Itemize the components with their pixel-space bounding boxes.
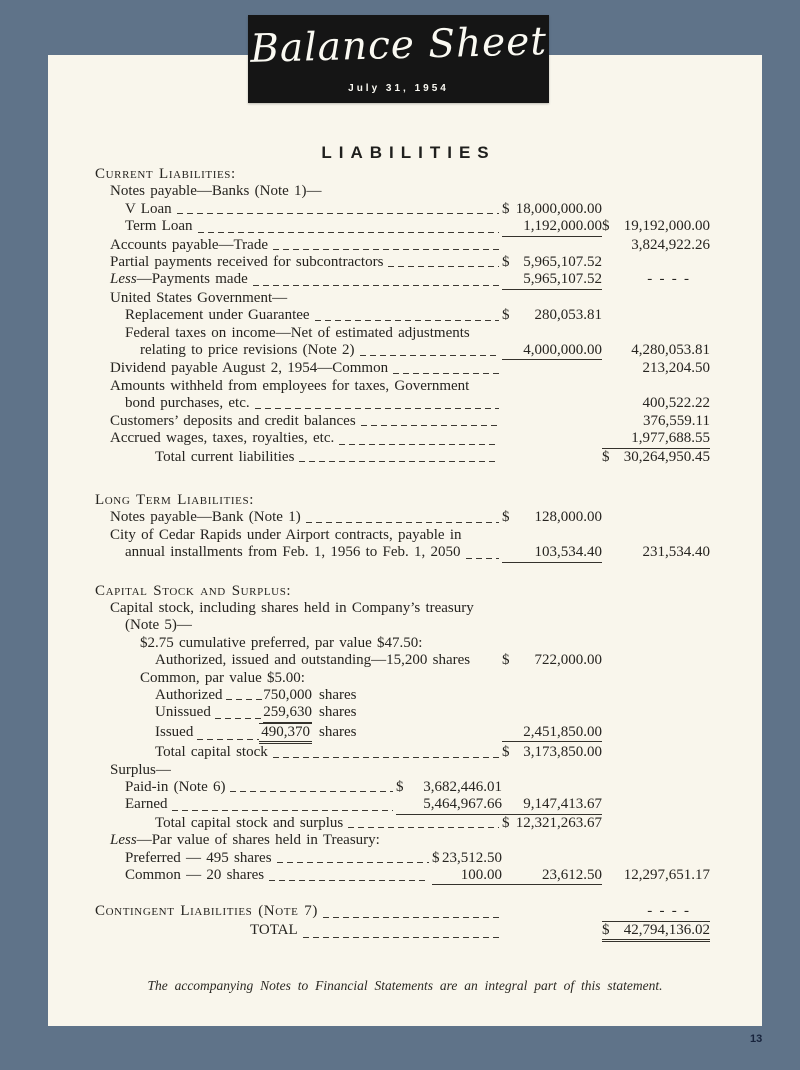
line-item-row — [95, 342, 710, 360]
title-banner — [248, 15, 549, 103]
section-heading-row — [95, 903, 710, 921]
amount-col-outer: $ 42,794,136.02 — [602, 922, 710, 942]
line-item-row — [95, 796, 710, 814]
line-item-label: Authorized, issued and outstanding—15,200 shares — [155, 652, 471, 669]
amount-col-middle: 5,965,107.52 — [502, 271, 602, 289]
dotted-leader — [277, 850, 429, 867]
line-item-row — [95, 867, 710, 885]
amount-col-middle: 9,147,413.67 — [502, 796, 602, 814]
line-item-label: V Loan — [125, 200, 172, 217]
amount-col-outer: 400,522.22 — [642, 395, 710, 412]
dotted-leader — [230, 779, 393, 796]
line-item-label: Customers’ deposits and credit balances — [110, 412, 356, 429]
line-item-row — [95, 325, 710, 342]
line-item-label: Surplus— — [110, 761, 171, 778]
amount-col-outer: 3,824,922.26 — [631, 236, 710, 253]
line-item-label: Total capital stock — [155, 744, 268, 761]
line-item-label: $2.75 cumulative preferred, par value $47.50: — [140, 634, 423, 651]
line-item-row — [95, 307, 710, 324]
dotted-leader — [388, 254, 499, 271]
dotted-leader — [269, 867, 429, 885]
line-item-label: Dividend payable August 2, 1954—Common — [110, 360, 389, 377]
dotted-leader — [315, 307, 499, 324]
amount-col-outer: 231,534.40 — [642, 544, 710, 561]
dotted-leader — [306, 509, 499, 526]
section-heading-row — [95, 166, 710, 183]
line-item-label: Capital stock, including shares held in Company’s treasury — [110, 599, 474, 616]
line-item-label: Partial payments received for subcontractors — [110, 254, 384, 271]
line-item-row — [95, 635, 710, 652]
dotted-leader — [303, 922, 499, 942]
dotted-leader — [339, 430, 499, 448]
line-item-label: (Note 5)— — [125, 617, 192, 634]
line-item-row — [95, 201, 710, 218]
dotted-leader — [172, 796, 393, 814]
line-item-row — [95, 850, 710, 867]
footer-note: The accompanying Notes to Financial Statements are an integral part of this statement. — [147, 978, 663, 994]
line-item-row — [95, 360, 710, 377]
line-item-row — [95, 509, 710, 526]
line-item-label: Earned — [125, 796, 168, 813]
amount-col-middle: $ 280,053.81 — [502, 307, 602, 324]
share-count-group: Unissued 259,630 — [155, 704, 312, 722]
line-item-label: Federal taxes on income—Net of estimated adjustments — [125, 324, 470, 341]
line-item-label: Current Liabilities: — [95, 166, 236, 182]
amount-col-inner: 100.00 — [432, 867, 502, 885]
line-item-row — [95, 183, 710, 200]
line-item-label: bond purchases, etc. — [125, 395, 250, 412]
line-item-row — [95, 832, 710, 849]
amount-col-outer: 1,977,688.55 — [602, 430, 710, 448]
amount-col-middle: $ 128,000.00 — [502, 509, 602, 526]
line-item-label: United States Government— — [110, 289, 288, 306]
amount-col-outer: $ 19,192,000.00 — [602, 218, 710, 235]
line-item-label: City of Cedar Rapids under Airport contracts, payable in — [110, 526, 462, 543]
amount-col-middle: 2,451,850.00 — [502, 724, 602, 742]
amount-col-middle: 4,000,000.00 — [502, 342, 602, 360]
line-item-label: Replacement under Guarantee — [125, 307, 310, 324]
dotted-leader — [361, 413, 499, 430]
line-item-row — [95, 815, 710, 832]
amount-col-outer: - - - - — [647, 271, 690, 288]
dotted-leader — [255, 395, 499, 412]
line-item-label: Common — 20 shares — [125, 867, 265, 884]
line-item-row: Authorized 750,000 shares — [155, 686, 357, 703]
dotted-leader — [299, 449, 499, 466]
line-item-row — [95, 413, 710, 430]
amount-col-middle: $ 5,965,107.52 — [502, 254, 602, 271]
amount-col-outer: - - - - — [602, 903, 710, 921]
dotted-leader — [393, 360, 499, 377]
line-item-row — [95, 395, 710, 412]
dotted-leader — [360, 342, 499, 360]
dotted-leader — [273, 744, 499, 761]
line-item-row — [95, 449, 710, 466]
line-item-label: relating to price revisions (Note 2) — [140, 342, 355, 359]
amount-col-outer: 4,280,053.81 — [631, 342, 710, 359]
line-item-row — [95, 378, 710, 395]
amount-col-middle: $ 722,000.00 — [502, 652, 602, 669]
line-item-label: Amounts withheld from employees for taxes, Government — [110, 377, 470, 394]
dotted-leader — [273, 237, 499, 254]
document-title: Balance Sheet — [249, 19, 548, 72]
line-item-label: Total current liabilities — [155, 448, 295, 465]
line-item-row — [95, 430, 710, 448]
line-item-label: Less—Payments made — [110, 271, 248, 288]
line-item-row — [95, 218, 710, 236]
amount-col-middle: 103,534.40 — [502, 544, 602, 562]
line-item-label: Preferred — 495 shares — [125, 849, 272, 866]
line-item-row — [95, 544, 710, 562]
line-item-label: Capital Stock and Surplus: — [95, 582, 292, 599]
line-item-label: Accrued wages, taxes, royalties, etc. — [110, 430, 335, 447]
dotted-leader — [348, 815, 499, 832]
amount-col-inner: 5,464,967.66 — [396, 796, 502, 814]
page-number: 13 — [750, 1033, 763, 1045]
amount-col-middle: 23,612.50 — [502, 867, 602, 885]
line-item-label: Long Term Liabilities: — [95, 491, 254, 508]
line-item-label: Term Loan — [125, 218, 193, 235]
line-item-label: Paid-in (Note 6) — [125, 779, 226, 795]
amount-col-middle: $ 18,000,000.00 — [502, 200, 602, 217]
balance-sheet-page — [48, 55, 762, 1026]
line-item-label: annual installments from Feb. 1, 1956 to Feb. 1, 2050 — [125, 544, 461, 561]
line-item-label: Less—Par value of shares held in Treasury: — [110, 832, 380, 849]
line-item-row — [95, 237, 710, 254]
amount-col-outer: $ 30,264,950.45 — [602, 448, 710, 465]
line-item-row — [95, 617, 710, 634]
document-date: July 31, 1954 — [348, 83, 449, 94]
line-item-label: TOTAL — [250, 921, 298, 938]
dotted-leader — [198, 218, 499, 236]
line-item-row — [95, 762, 710, 779]
line-item-row: Unissued 259,630 shares — [95, 704, 710, 722]
line-item-row — [95, 779, 710, 796]
line-item-row — [95, 652, 710, 669]
line-item-label: Notes payable—Bank (Note 1) — [110, 509, 301, 526]
dotted-leader — [323, 903, 499, 921]
amount-col-outer: 213,204.50 — [642, 360, 710, 377]
line-item-label: Notes payable—Banks (Note 1)— — [110, 183, 322, 200]
line-item-label: Contingent Liabilities (Note 7) — [95, 903, 318, 920]
dotted-leader — [466, 544, 499, 562]
line-item-row — [95, 271, 710, 289]
amount-col-outer: 376,559.11 — [643, 412, 710, 429]
amount-col-middle: $ 12,321,263.67 — [502, 814, 602, 831]
dotted-leader — [253, 271, 499, 289]
line-item-row: Issued 490,370 shares 2,451,850.00 — [95, 723, 710, 744]
line-item-row — [95, 527, 710, 544]
liabilities-heading: LIABILITIES — [321, 143, 496, 162]
line-item-label: Total capital stock and surplus — [155, 814, 344, 831]
line-item-row — [95, 922, 710, 942]
amount-col-middle: 1,192,000.00 — [502, 218, 602, 236]
section-heading-row — [95, 492, 710, 509]
amount-col-inner: $ 3,682,446.01 — [396, 779, 502, 795]
share-count-group: Issued 490,370 — [155, 723, 312, 744]
dotted-leader — [177, 201, 499, 218]
line-item-row — [95, 744, 710, 761]
amount-col-middle: $ 3,173,850.00 — [502, 744, 602, 761]
section-heading-row — [95, 583, 710, 600]
line-item-row — [95, 670, 710, 687]
line-item-row — [95, 600, 710, 617]
line-item-label: Accounts payable—Trade — [110, 236, 268, 253]
line-item-row — [95, 290, 710, 307]
amount-col-outer: 12,297,651.17 — [623, 867, 710, 884]
amount-col-inner: $ 23,512.50 — [432, 849, 502, 866]
share-count-group: Authorized 750,000 — [155, 686, 312, 703]
line-items — [95, 166, 710, 942]
line-item-row — [95, 254, 710, 271]
line-item-label: Common, par value $5.00: — [140, 669, 305, 686]
